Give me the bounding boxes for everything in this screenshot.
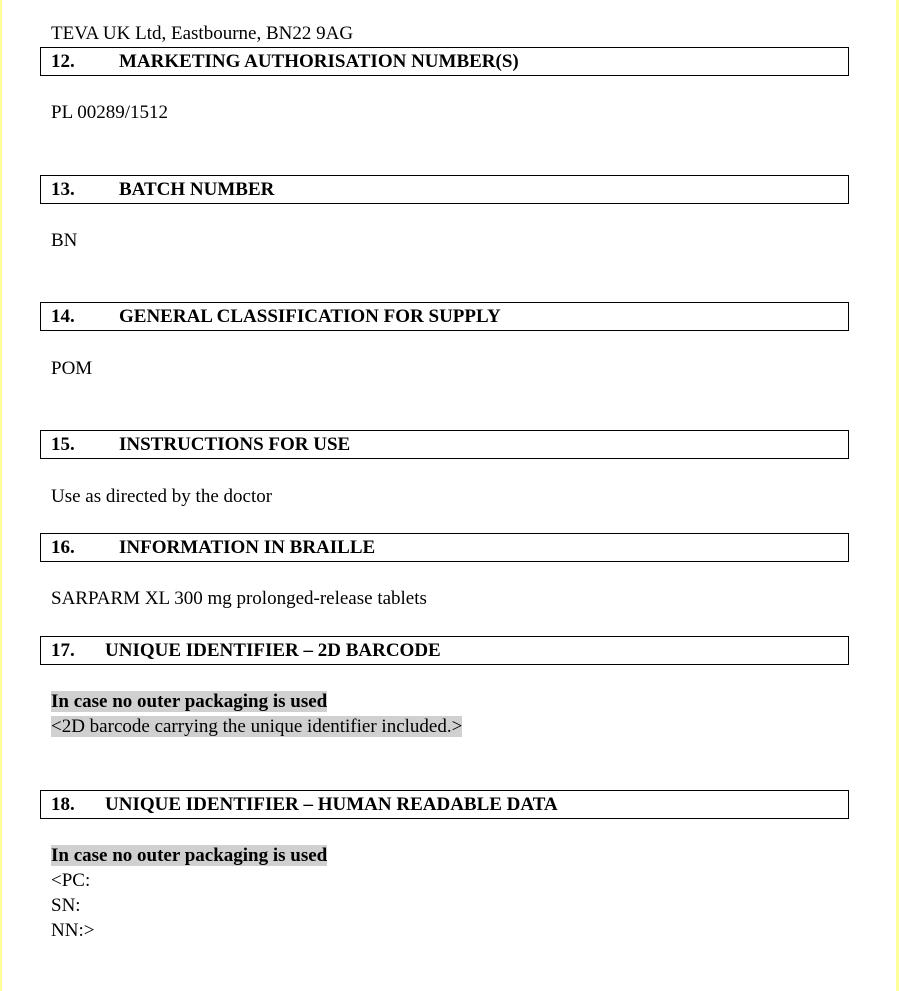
section-13-header <box>40 175 849 204</box>
section-16-header <box>40 533 849 562</box>
section-title: INSTRUCTIONS FOR USE <box>119 434 351 455</box>
section-number: 15. <box>51 434 75 455</box>
batch-number: BN <box>51 230 78 251</box>
section-number: 18. <box>51 794 75 815</box>
section-title: GENERAL CLASSIFICATION FOR SUPPLY <box>119 306 501 327</box>
no-outer-packaging-heading <box>51 844 327 868</box>
highlighted-heading: In case no outer packaging is used <box>51 845 328 866</box>
section-title: UNIQUE IDENTIFIER – HUMAN READABLE DATA <box>105 794 558 815</box>
section-18-header <box>40 790 849 819</box>
section-title: BATCH NUMBER <box>119 179 275 200</box>
braille-text: SARPARM XL 300 mg prolonged-release tablets <box>51 588 427 609</box>
section-number: 14. <box>51 306 75 327</box>
instructions-text: Use as directed by the doctor <box>51 486 273 507</box>
supply-classification: POM <box>51 358 93 379</box>
page-edge-left <box>0 0 2 991</box>
section-title: UNIQUE IDENTIFIER – 2D BARCODE <box>105 640 441 661</box>
barcode-note <box>51 715 462 739</box>
section-12-header <box>40 47 849 76</box>
authorisation-number: PL 00289/1512 <box>51 102 168 123</box>
section-15-header <box>40 430 849 459</box>
section-number: 17. <box>51 640 75 661</box>
section-17-header <box>40 636 849 665</box>
section-number: 13. <box>51 179 75 200</box>
section-14-header <box>40 302 849 331</box>
pc-line: <PC: <box>51 870 91 891</box>
manufacturer-address: TEVA UK Ltd, Eastbourne, BN22 9AG <box>51 23 354 44</box>
highlighted-barcode-text: <2D barcode carrying the unique identifier included.> <box>51 716 463 737</box>
nn-line: NN:> <box>51 920 95 941</box>
highlighted-heading: In case no outer packaging is used <box>51 691 328 712</box>
no-outer-packaging-heading <box>51 690 327 714</box>
section-number: 12. <box>51 51 75 72</box>
section-title: MARKETING AUTHORISATION NUMBER(S) <box>119 51 519 72</box>
sn-line: SN: <box>51 895 81 916</box>
section-number: 16. <box>51 537 75 558</box>
section-title: INFORMATION IN BRAILLE <box>119 537 376 558</box>
